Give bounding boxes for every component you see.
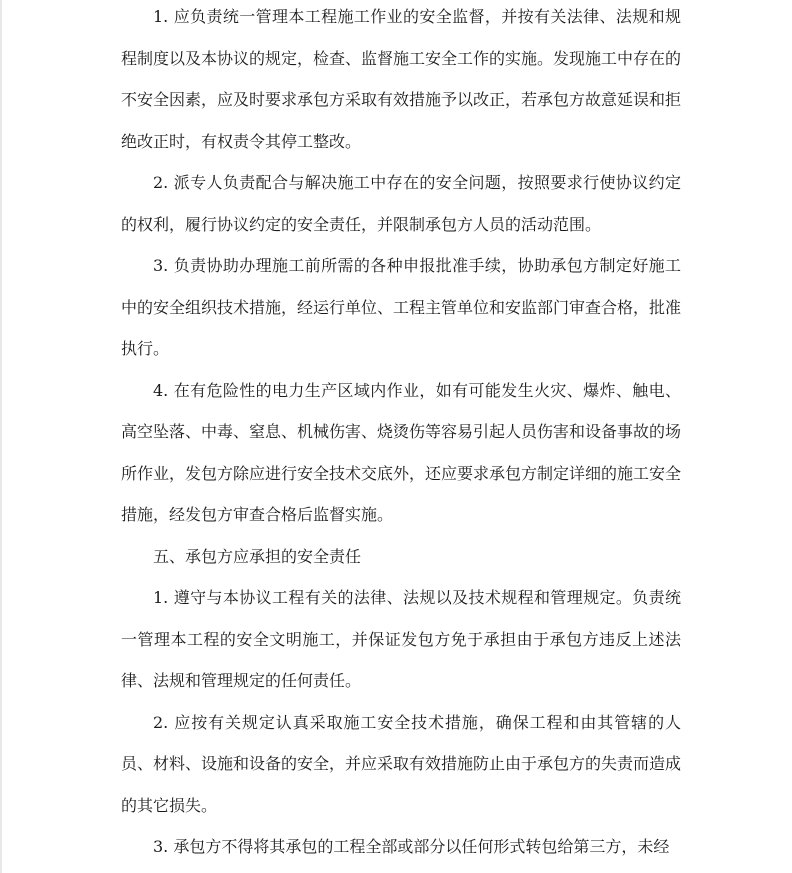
section-5-clause-3-paragraph: 3. 承包方不得将其承包的工程全部或部分以任何形式转包给第三方，未经 bbox=[153, 837, 670, 856]
section-5-clause-1-paragraph: 1. 遵守与本协议工程有关的法律、法规以及技术规程和管理规定。负责统一管理本工程的安全文明施工，并保证发包方免于承担由于承包方违反上述法律、法规和管理规定的任何责任。 bbox=[121, 588, 681, 690]
clause-2-paragraph: 2. 派专人负责配合与解决施工中存在的安全问题，按照要求行使协议约定的权利，履行协议约定的安全责任，并限制承包方人员的活动范围。 bbox=[121, 173, 681, 234]
clause-3-paragraph: 3. 负责协助办理施工前所需的各种申报批准手续，协助承包方制定好施工中的安全组织技术措施，经运行单位、工程主管单位和安监部门审查合格，批准执行。 bbox=[121, 256, 682, 358]
section-heading: 五、承包方应承担的安全责任 bbox=[153, 546, 362, 566]
clause-1-paragraph: 1. 应负责统一管理本工程施工作业的安全监督，并按有关法律、法规和规程制度以及本协议的规定，检查、监督施工安全工作的实施。发现施工中存在的不安全因素，应及时要求承包方采取有效措施予以改正，若承包方故意延误和拒绝改正时，有权责令其停工整改。 bbox=[121, 7, 682, 151]
clause-4-paragraph: 4. 在有危险性的电力生产区域内作业，如有可能发生火灾、爆炸、触电、高空坠落、中毒、窒息、机械伤害、烧烫伤等容易引起人员伤害和设备事故的场所作业，发包方除应进行安全技术交底外，还应要求承包方制定详细的施工安全措施，经发包方审查合格后监督实施。 bbox=[121, 380, 682, 524]
document-body bbox=[121, 0, 681, 868]
section-5-clause-2-paragraph: 2. 应按有关规定认真采取施工安全技术措施，确保工程和由其管辖的人员、材料、设施和设备的安全，并应采取有效措施防止由于承包方的失责而造成的其它损失。 bbox=[121, 712, 682, 815]
page-left-edge bbox=[0, 0, 2, 873]
